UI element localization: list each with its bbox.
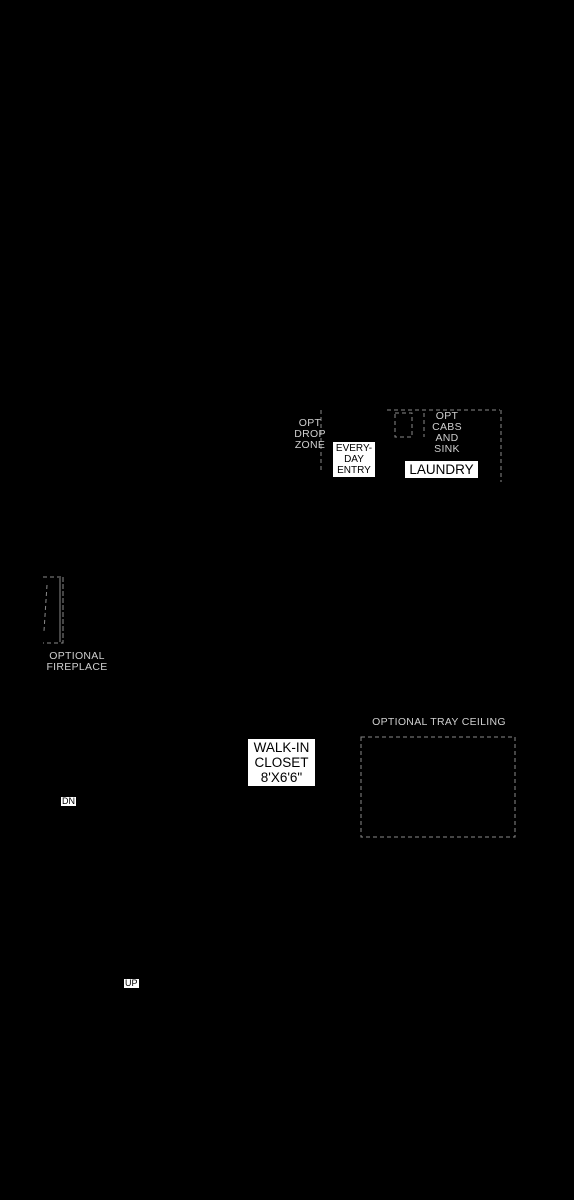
stairs-down-tag: DN: [62, 796, 75, 806]
tray-ceiling-outline: [361, 737, 515, 837]
opt-drop-zone-label: [292, 418, 328, 451]
optional-fireplace-label: [42, 651, 112, 673]
opt-cabs-sink-line-2: CABS: [432, 421, 462, 433]
opt-drop-zone-line-2: DROP: [294, 428, 326, 440]
walk-in-closet-line-1: WALK-IN: [253, 740, 310, 755]
stairs-up-tag: UP: [125, 978, 138, 988]
optional-tray-ceiling-label: OPTIONAL TRAY CEILING: [372, 716, 506, 728]
opt-drop-zone-line-3: ZONE: [294, 439, 326, 451]
walk-in-closet-line-3: 8'X6'6": [260, 770, 303, 785]
optional-fireplace-line-1: OPTIONAL: [49, 650, 105, 662]
everyday-entry-line-3: ENTRY: [337, 465, 371, 476]
opt-drop-zone-line-1: OPT: [298, 417, 322, 429]
everyday-entry-line-2: DAY: [344, 454, 364, 465]
opt-cabs-sink-label: [428, 411, 466, 455]
optional-fireplace-line-2: FIREPLACE: [46, 661, 108, 673]
opt-cabs-sink-line-1: OPT: [435, 410, 459, 422]
everyday-entry-line-1: EVERY-: [335, 443, 373, 454]
walk-in-closet-tag: [248, 739, 315, 786]
opt-cabs-sink-line-3: AND: [435, 432, 459, 444]
laundry-tag: LAUNDRY: [405, 461, 478, 478]
everyday-entry-tag: [333, 442, 375, 477]
walk-in-closet-line-2: CLOSET: [254, 755, 309, 770]
opt-cabs-sink-line-4: SINK: [434, 443, 460, 455]
